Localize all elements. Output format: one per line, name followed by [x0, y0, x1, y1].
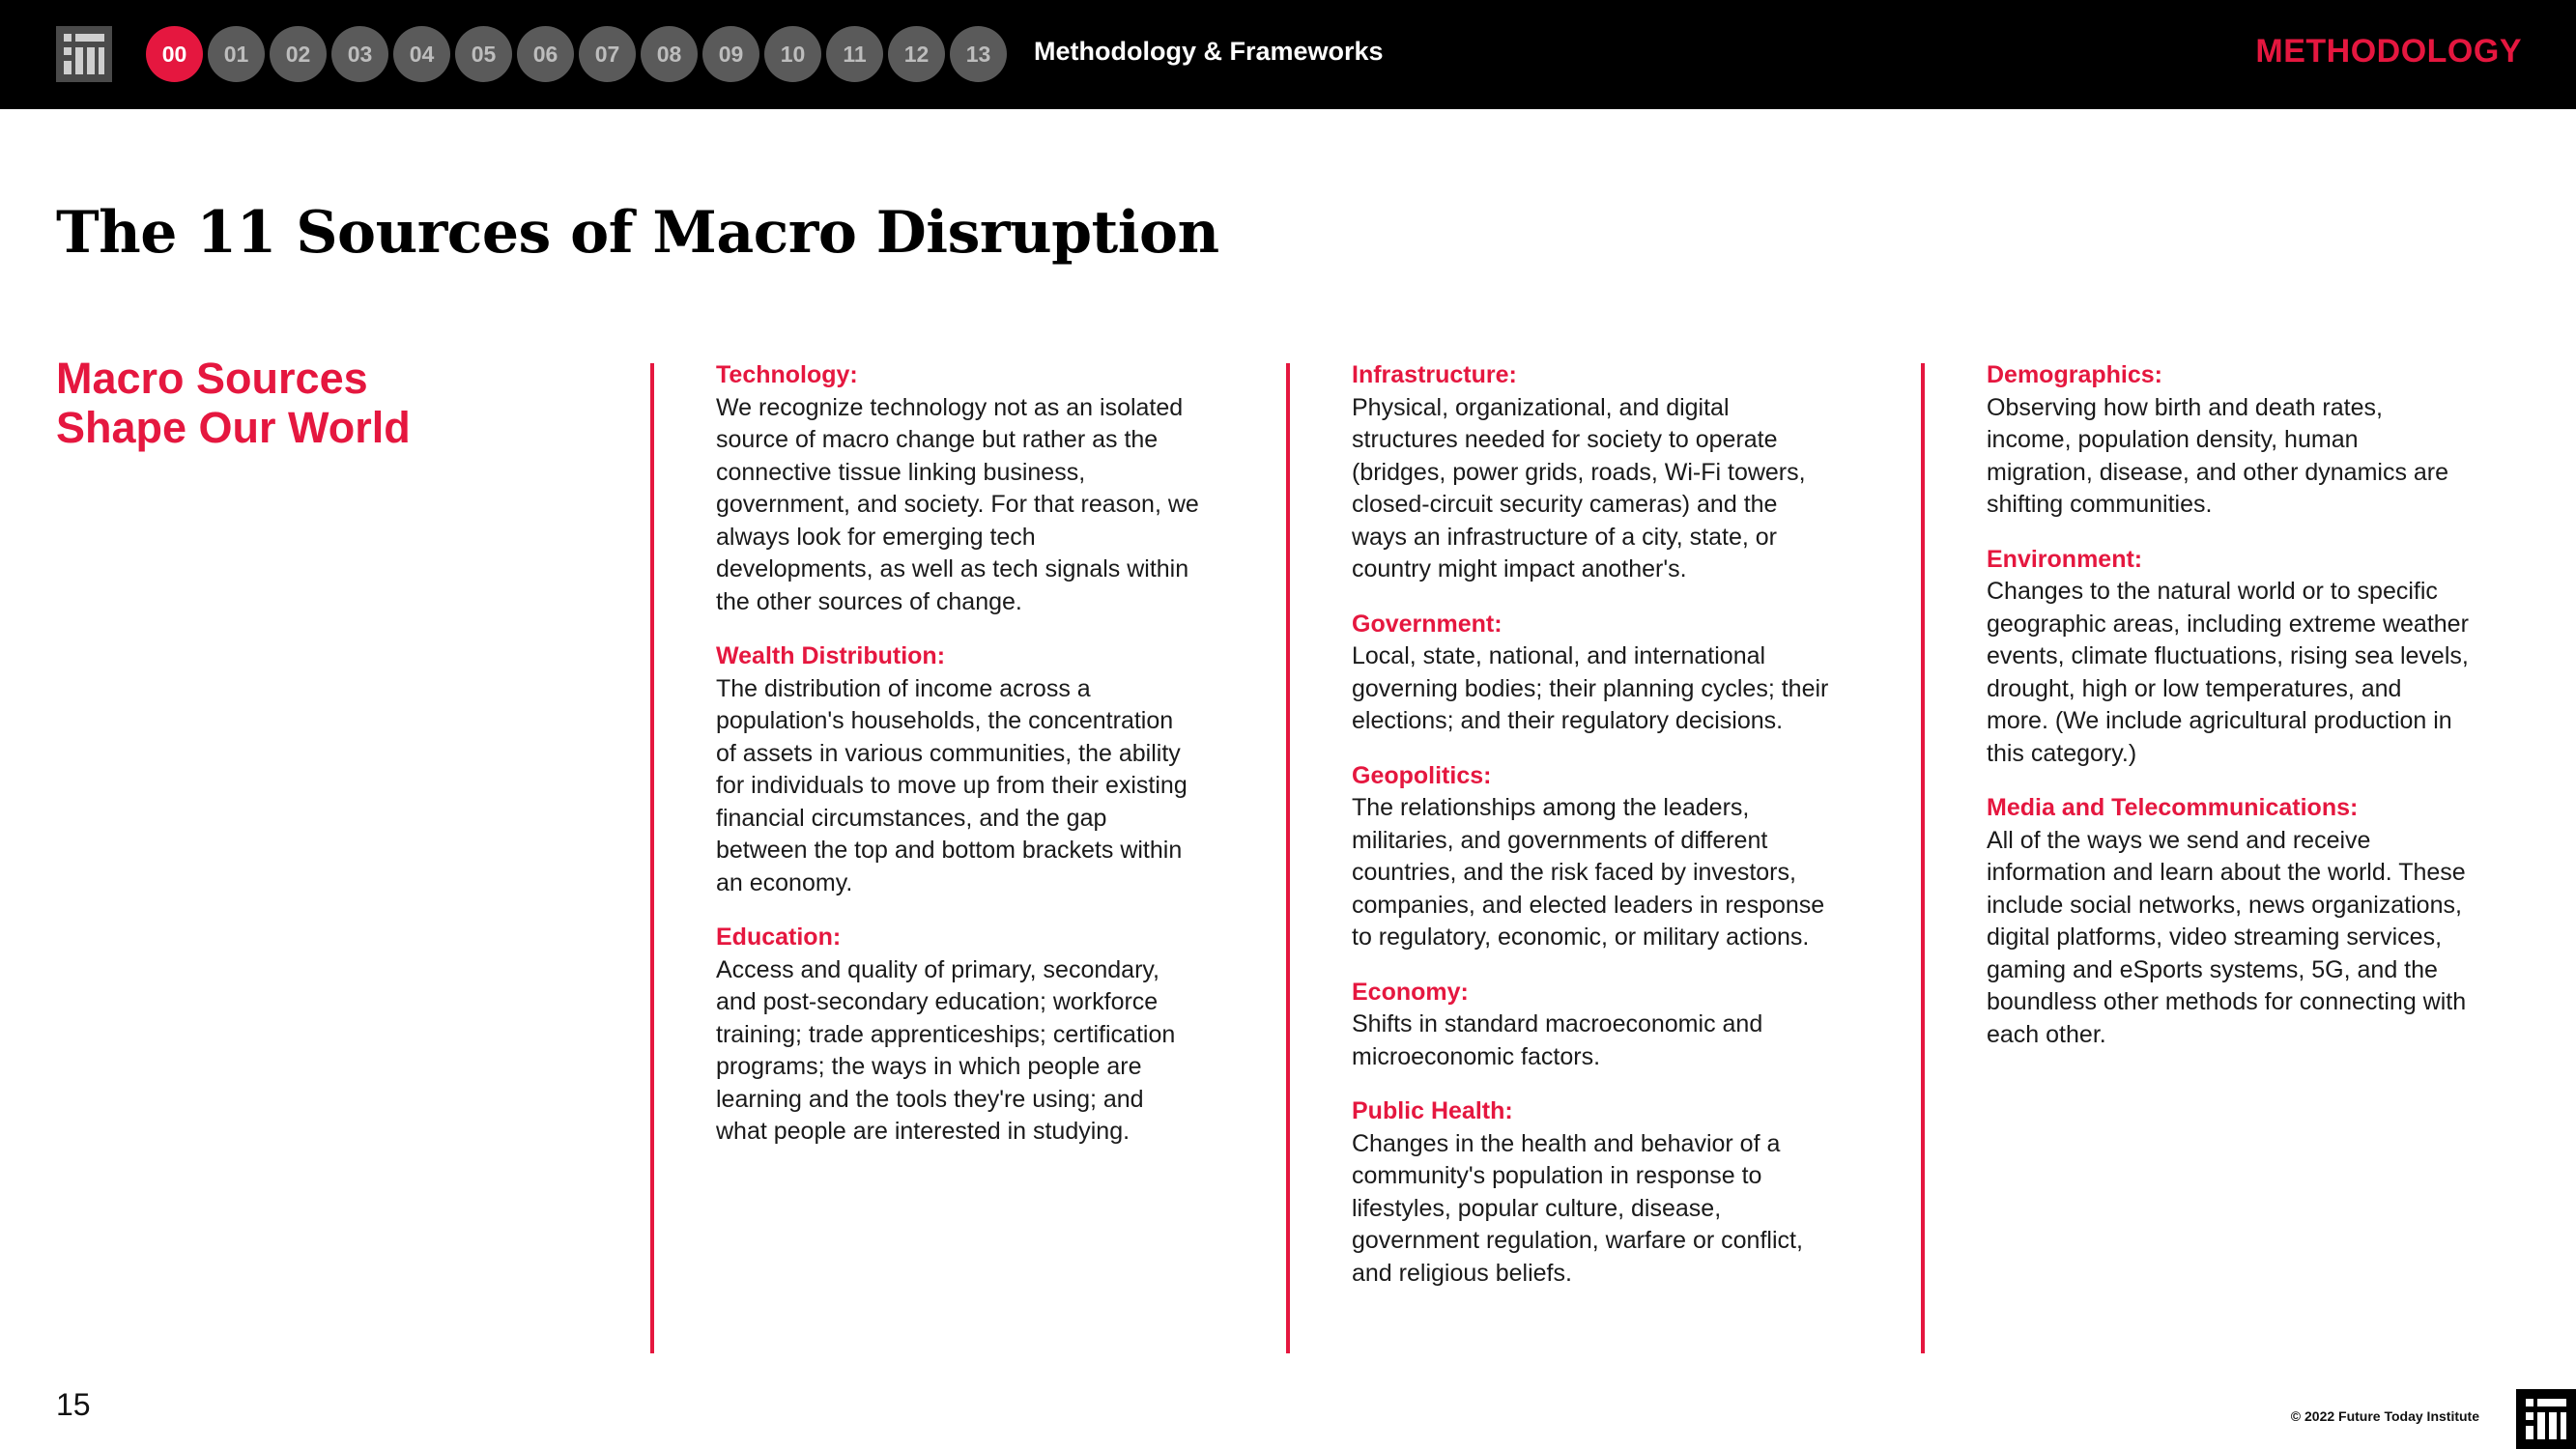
section-label: METHODOLOGY — [2255, 33, 2522, 70]
source-description: Observing how birth and death rates, income, population density, human migration, disease, and other dynamics are shifting communities. — [1987, 393, 2449, 518]
source-item — [716, 359, 1199, 618]
source-item — [1987, 544, 2470, 771]
source-item — [716, 922, 1199, 1149]
copyright: © 2022 Future Today Institute — [2290, 1408, 2479, 1424]
source-description: Access and quality of primary, secondary, and post-secondary education; workforce training; trade apprenticeships; certification programs; the ways in which people are learning and the tools they're using; and what people are interested in studying. — [716, 955, 1176, 1145]
chapter-nav-item-00[interactable]: 00 — [146, 26, 203, 82]
column-divider — [1921, 363, 1925, 1353]
subtitle-line-1: Macro Sources — [56, 354, 368, 403]
source-description: Shifts in standard macroeconomic and microeconomic factors. — [1352, 1010, 1763, 1070]
source-item — [1987, 359, 2470, 522]
source-item — [1352, 609, 1835, 738]
chapter-nav-item-07[interactable]: 07 — [579, 26, 636, 82]
source-item — [1352, 359, 1835, 586]
source-title: Government: — [1352, 610, 1503, 638]
source-title: Public Health: — [1352, 1097, 1513, 1124]
chapter-nav — [146, 26, 1007, 82]
source-item — [1352, 977, 1835, 1074]
source-description: Physical, organizational, and digital structures needed for society to operate (bridges, power grids, roads, Wi-Fi towers, closed-circuit security cameras) and the ways an infrastructure of a city, state, or country might impact another's. — [1352, 393, 1806, 582]
source-title: Environment: — [1987, 545, 2143, 573]
source-title: Wealth Distribution: — [716, 642, 946, 669]
top-bar — [0, 0, 2576, 109]
page-number: 15 — [56, 1387, 91, 1422]
source-description: All of the ways we send and receive information and learn about the world. These include social networks, news organizations, digital platforms, video streaming services, gaming and eSports systems, 5G, and the boundless other methods for connecting with each other. — [1987, 826, 2467, 1048]
source-item — [716, 640, 1199, 899]
chapter-nav-item-05[interactable]: 05 — [455, 26, 512, 82]
chapter-nav-item-03[interactable]: 03 — [331, 26, 388, 82]
chapter-nav-item-08[interactable]: 08 — [641, 26, 698, 82]
chapter-nav-item-09[interactable]: 09 — [702, 26, 759, 82]
chapter-nav-item-02[interactable]: 02 — [270, 26, 327, 82]
source-description: The distribution of income across a population's households, the concentration of assets in various communities, the ability for individuals to move up from their existing financial circumstances, and the gap between the top and bottom brackets within an economy. — [716, 674, 1188, 896]
sources-column-1 — [716, 359, 1199, 1171]
source-description: We recognize technology not as an isolated source of macro change but rather as the connective tissue linking business, government, and society. For that reason, we always look for emerging tech developments, as well as tech signals within the other sources of change. — [716, 393, 1199, 615]
sources-column-3 — [1987, 359, 2470, 1073]
fti-footer-logo-icon — [2516, 1389, 2576, 1449]
chapter-nav-item-11[interactable]: 11 — [826, 26, 883, 82]
chapter-nav-item-13[interactable]: 13 — [950, 26, 1007, 82]
chapter-nav-item-12[interactable]: 12 — [888, 26, 945, 82]
source-title: Education: — [716, 923, 842, 951]
source-description: Changes in the health and behavior of a community's population in response to lifestyles, popular culture, disease, government regulation, warfare or conflict, and religious beliefs. — [1352, 1129, 1803, 1287]
chapter-nav-item-06[interactable]: 06 — [517, 26, 574, 82]
column-divider — [1286, 363, 1290, 1353]
source-item — [1987, 792, 2470, 1051]
source-title: Demographics: — [1987, 361, 2162, 388]
chapter-nav-item-04[interactable]: 04 — [393, 26, 450, 82]
fti-logo-icon[interactable] — [56, 26, 112, 82]
subtitle-line-2: Shape Our World — [56, 403, 411, 452]
section-title: Methodology & Frameworks — [1034, 37, 1384, 66]
source-title: Geopolitics: — [1352, 761, 1492, 789]
source-title: Economy: — [1352, 978, 1469, 1006]
column-divider — [650, 363, 654, 1353]
subtitle — [56, 354, 597, 452]
source-title: Technology: — [716, 361, 858, 388]
source-description: The relationships among the leaders, militaries, and governments of different countries, and the risk faced by investors, companies, and elected leaders in response to regulatory, economic, or military actions. — [1352, 794, 1825, 951]
page-title: The 11 Sources of Macro Disruption — [56, 199, 1219, 267]
source-description: Local, state, national, and international governing bodies; their planning cycles; their elections; and their regulatory decisions. — [1352, 642, 1829, 734]
source-item — [1352, 760, 1835, 954]
source-item — [1352, 1095, 1835, 1290]
chapter-nav-item-01[interactable]: 01 — [208, 26, 265, 82]
source-description: Changes to the natural world or to specific geographic areas, including extreme weather events, climate fluctuations, rising sea levels, drought, high or low temperatures, and more. (We include agricultural production in this category.) — [1987, 578, 2469, 767]
source-title: Infrastructure: — [1352, 361, 1517, 388]
sources-column-2 — [1352, 359, 1835, 1312]
chapter-nav-item-10[interactable]: 10 — [764, 26, 821, 82]
source-title: Media and Telecommunications: — [1987, 794, 2359, 821]
